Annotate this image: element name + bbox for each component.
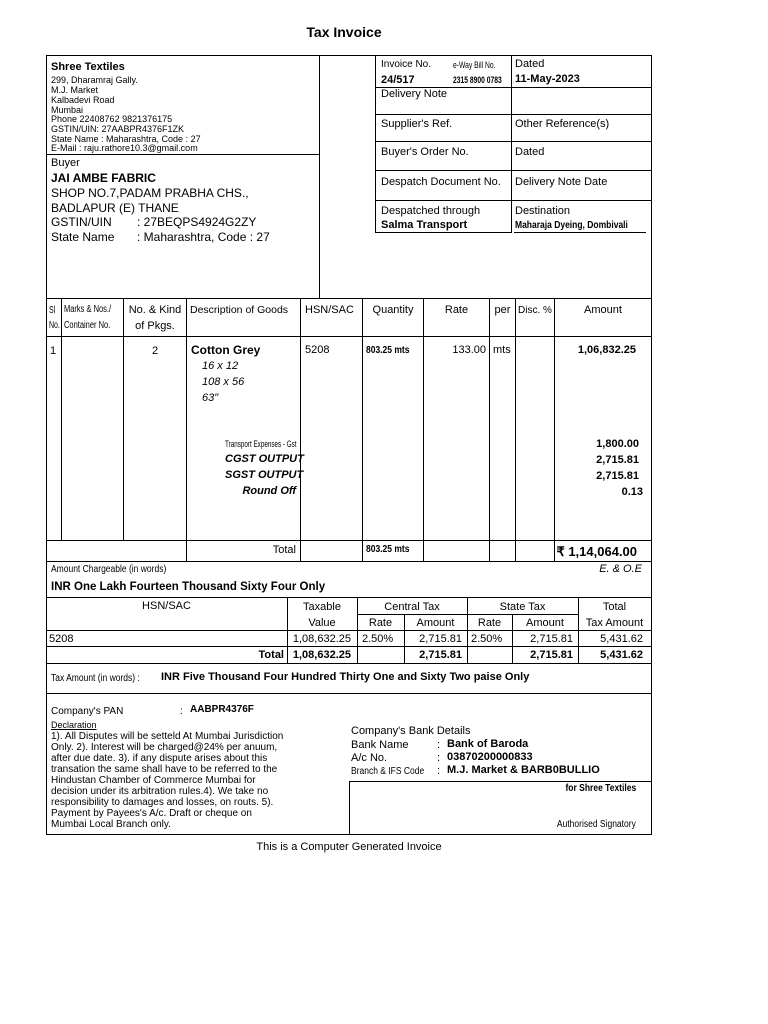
central-tax-header: Central Tax: [384, 601, 440, 613]
declaration-line: 1). All Disputes will be setteld At Mumbai Jurisdiction: [51, 731, 284, 742]
kind-header: of Pkgs.: [135, 320, 175, 332]
tax-words-value: INR Five Thousand Four Hundred Thirty One and Sixty Two paise Only: [161, 671, 530, 683]
pan-value: AABPR4376F: [190, 704, 254, 715]
tax-row-s-rate: 2.50%: [471, 633, 503, 645]
tax-row-total: 5,431.62: [600, 633, 643, 645]
taxable-header: Value: [308, 617, 336, 629]
buyer-state-label: State Name: [51, 230, 115, 244]
seller-line: State Name : Maharashtra, Code : 27: [51, 134, 201, 144]
item-rate: 133.00: [452, 344, 486, 356]
total-tax-header: Tax Amount: [585, 617, 644, 629]
item-per: mts: [493, 344, 511, 356]
tax-total-c-amt: 2,715.81: [419, 649, 462, 661]
marks-header: Container No.: [64, 320, 111, 331]
bank-colon: :: [437, 739, 441, 751]
state-amount-header: Amount: [526, 617, 564, 629]
bank-colon: :: [437, 765, 441, 777]
item-desc: Cotton Grey: [191, 343, 261, 357]
item-desc-line: 108 x 56: [202, 376, 245, 388]
tax-row-value: 1,08,632.25: [292, 633, 351, 645]
kind-header: No. & Kind: [128, 304, 182, 316]
buyer-gstin-label: GSTIN/UIN: [51, 215, 112, 229]
supplier-ref-label: Supplier's Ref.: [381, 118, 453, 130]
declaration-line: transation the same shall have to be referred to the: [51, 764, 278, 775]
buyer-state: : Maharashtra, Code : 27: [137, 230, 270, 244]
invoice-no-label: Invoice No.: [381, 59, 432, 70]
declaration-line: Payment by Payees's A/c. Draft or cheque on: [51, 808, 252, 819]
divider: [489, 298, 490, 561]
amount-in-words: INR One Lakh Fourteen Thousand Sixty Four Only: [51, 581, 326, 593]
item-sl: 1: [50, 345, 57, 357]
tax-total-s-amt: 2,715.81: [530, 649, 573, 661]
destination-label: Destination: [515, 205, 571, 217]
per-header: per: [494, 304, 511, 316]
authorised-signatory: Authorised Signatory: [557, 819, 636, 830]
divider: [319, 55, 320, 298]
eoe: E. & O.E: [599, 563, 642, 575]
buyer-address: SHOP NO.7,PADAM PRABHA CHS.,: [51, 186, 249, 200]
despatch-doc-label: Despatch Document No.: [381, 176, 501, 188]
sl-header: No.: [49, 320, 60, 331]
invoice-no: 24/517: [381, 74, 415, 86]
pan-label: Company's PAN: [51, 706, 124, 717]
divider: [186, 298, 187, 561]
transport-label: Transport Expenses - Gst: [225, 439, 297, 449]
qty-header: Quantity: [372, 304, 414, 316]
central-rate-header: Rate: [368, 617, 393, 629]
declaration-line: Mumbai Local Branch only.: [51, 819, 171, 830]
declaration-line: after due date. 3). if any dispute arises about this: [51, 753, 268, 764]
tax-row-s-amt: 2,715.81: [530, 633, 573, 645]
buyer-address: BADLAPUR (E) THANE: [51, 201, 179, 215]
frame-left: [46, 55, 47, 835]
frame-top: [46, 55, 652, 56]
eway-label: e-Way Bill No.: [453, 60, 496, 70]
buyers-order-label: Buyer's Order No.: [381, 146, 469, 158]
footer-note: This is a Computer Generated Invoice: [256, 841, 442, 853]
dated-value: 11-May-2023: [515, 73, 580, 85]
seller-line: Kalbadevi Road: [51, 95, 115, 105]
branch-label: Branch & IFS Code: [351, 766, 425, 777]
for-company: for Shree Textiles: [565, 783, 636, 794]
declaration-line: Only. 2). Interest will be charged@24% per anuum,: [51, 742, 278, 753]
total-amount: ₹ 1,14,064.00: [556, 544, 637, 559]
desc-header: Description of Goods: [190, 304, 289, 316]
tax-total-value: 1,08,632.25: [292, 649, 351, 661]
seller-line: E-Mail : raju.rathore10.3@gmail.com: [51, 143, 198, 153]
divider: [515, 298, 516, 561]
divider: [46, 630, 652, 631]
seller-line: GSTIN/UIN: 27AABPR4376F1ZK: [51, 124, 185, 134]
eway-no: 2315 8900 0783: [453, 75, 502, 85]
order-dated-label: Dated: [515, 146, 545, 158]
seller-line: 299, Dharamraj Gally.: [51, 75, 138, 85]
ac-number: 03870200000833: [447, 751, 533, 763]
divider: [423, 298, 424, 561]
destination: Maharaja Dyeing, Dombivali: [515, 220, 628, 231]
rate-header: Rate: [444, 304, 469, 316]
divider: [349, 781, 652, 782]
sgst-label: SGST OUTPUT: [225, 469, 304, 481]
divider: [375, 114, 651, 115]
bank-title: Company's Bank Details: [351, 725, 471, 737]
divider: [61, 298, 62, 540]
declaration-line: decision under its arbitration rules.4). We take no: [51, 786, 269, 797]
despatched-through-label: Despatched through: [381, 205, 481, 217]
buyer-name: JAI AMBE FABRIC: [51, 171, 156, 185]
declaration-line: responsibility to damages and losses, on routs. 5).: [51, 797, 274, 808]
branch-ifsc: M.J. Market & BARB0BULLIO: [447, 764, 600, 776]
divider: [375, 200, 651, 201]
item-desc-line: 63": [202, 392, 219, 404]
divider: [46, 336, 652, 337]
item-amount: 1,06,832.25: [577, 344, 636, 356]
bank-name-label: Bank Name: [351, 739, 409, 751]
item-qty: 803.25 mts: [366, 345, 410, 356]
tax-total-total: 5,431.62: [600, 649, 643, 661]
declaration-line: Hindustan Chamber of Commerce Mumbai for: [51, 775, 256, 786]
page-title: Tax Invoice: [306, 24, 382, 40]
divider: [46, 597, 652, 598]
total-qty: 803.25 mts: [366, 544, 410, 555]
tax-row-c-amt: 2,715.81: [419, 633, 462, 645]
divider: [46, 663, 652, 664]
divider: [46, 646, 652, 647]
transport-amount: 1,800.00: [596, 438, 639, 450]
despatched-through: Salma Transport: [381, 219, 468, 231]
divider: [375, 232, 511, 233]
round-off-amount: 0.13: [621, 486, 643, 498]
seller-line: Mumbai: [51, 105, 84, 115]
declaration-title: Declaration: [51, 720, 97, 730]
delivery-note-label: Delivery Note: [381, 88, 448, 100]
divider: [362, 298, 363, 561]
central-amount-header: Amount: [416, 617, 455, 629]
total-label: Total: [272, 544, 296, 556]
divider: [375, 55, 376, 233]
buyer-label: Buyer: [51, 157, 80, 169]
total-tax-header: Total: [602, 601, 627, 613]
delivery-note-date-label: Delivery Note Date: [515, 176, 608, 188]
sl-header: Sl: [49, 305, 56, 316]
seller-line: M.J. Market: [51, 85, 99, 95]
cgst-label: CGST OUTPUT: [225, 453, 304, 465]
tax-row-hsn: 5208: [49, 633, 74, 645]
tax-hsn-header: HSN/SAC: [142, 600, 191, 612]
tax-row-c-rate: 2.50%: [362, 633, 394, 645]
divider: [514, 232, 646, 233]
item-desc-line: 16 x 12: [202, 360, 239, 372]
amount-chargeable-label: Amount Chargeable (in words): [51, 564, 167, 575]
round-off-label: Round Off: [242, 485, 296, 497]
divider: [300, 298, 301, 561]
tax-total-label: Total: [258, 649, 284, 661]
tax-words-label: Tax Amount (in words) :: [51, 673, 140, 684]
divider: [46, 298, 652, 299]
divider: [46, 693, 652, 694]
seller-line: Phone 22408762 9821376175: [51, 114, 173, 124]
hsn-header: HSN/SAC: [305, 304, 354, 316]
item-hsn: 5208: [305, 344, 330, 356]
bank-colon: :: [437, 752, 441, 764]
disc-header: Disc. %: [518, 305, 552, 316]
dated-label: Dated: [515, 58, 545, 70]
ac-label: A/c No.: [351, 752, 388, 764]
divider: [349, 781, 350, 835]
other-ref-label: Other Reference(s): [515, 118, 610, 130]
divider: [46, 540, 652, 541]
bank-name: Bank of Baroda: [447, 738, 529, 750]
buyer-gstin: : 27BEQPS4924G2ZY: [137, 215, 257, 229]
taxable-header: Taxable: [303, 601, 341, 613]
divider: [554, 298, 555, 561]
marks-header: Marks & Nos./: [64, 304, 112, 315]
item-pkgs: 2: [151, 345, 159, 357]
cgst-amount: 2,715.81: [596, 454, 639, 466]
amount-header: Amount: [584, 304, 622, 316]
divider: [375, 170, 651, 171]
divider: [46, 154, 320, 155]
sgst-amount: 2,715.81: [596, 470, 639, 482]
seller-name: Shree Textiles: [51, 61, 125, 73]
divider: [375, 141, 651, 142]
state-tax-header: State Tax: [499, 601, 546, 613]
divider: [123, 298, 124, 540]
pan-colon: :: [180, 706, 183, 717]
divider: [46, 561, 652, 562]
frame-right: [651, 55, 652, 835]
state-rate-header: Rate: [477, 617, 502, 629]
